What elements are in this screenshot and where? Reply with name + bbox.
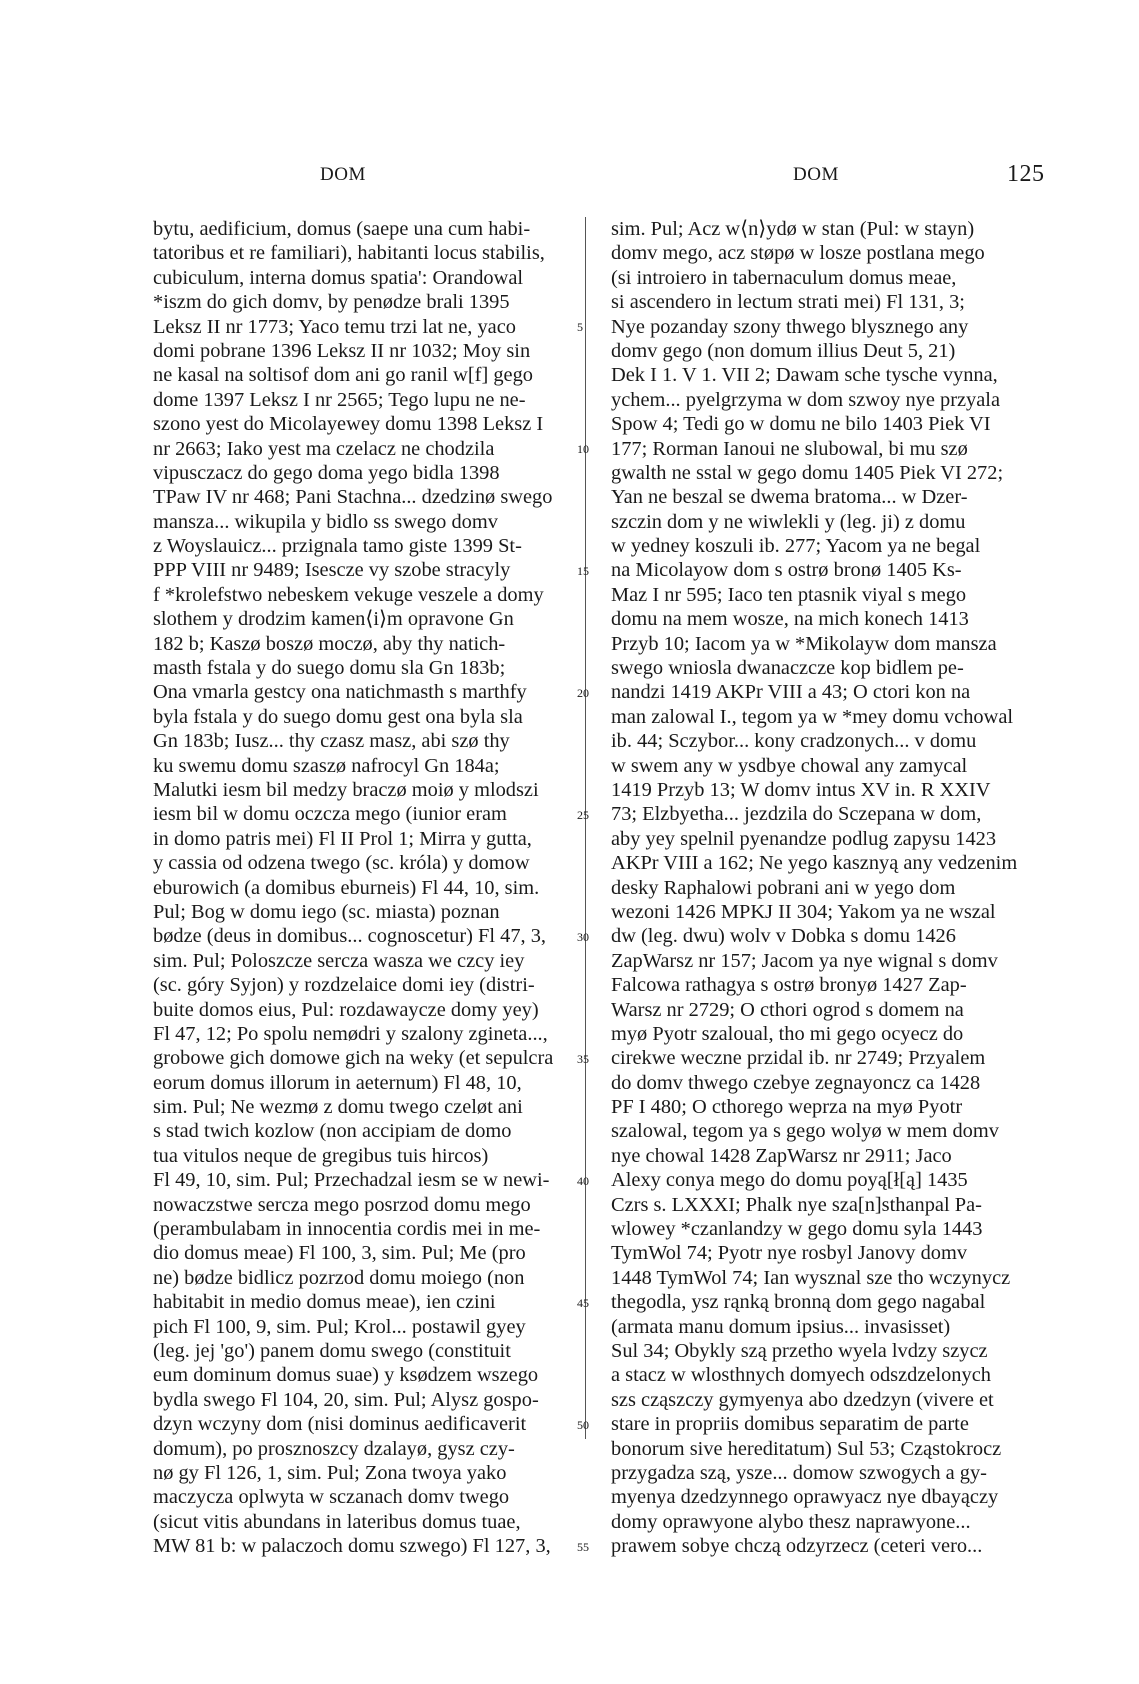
right-column-line: do domv thwego czebye zegnayoncz ca 1428: [611, 1071, 981, 1094]
right-column-line: Dek I 1. V 1. VII 2; Dawam sche tysche vynna,: [611, 364, 998, 387]
left-column-line: Ona vmarla gestcy ona natichmasth s marthfy: [153, 681, 527, 704]
right-column-line: domv mego, acz støpø w losze postlana mego: [611, 242, 985, 265]
right-column: [611, 217, 1019, 1558]
right-column-line: Alexy conya mego do domu poyą[ł[ą] 1435: [611, 1169, 968, 1192]
left-column-line: ne kasal na soltisof dom ani go ranil w[f] gego: [153, 364, 533, 387]
left-column-line: cubiculum, interna domus spatia': Orandowal: [153, 266, 524, 289]
running-head-left: DOM: [320, 164, 366, 185]
right-column-line: ib. 44; Sczybor... kony cradzonych... v domu: [611, 730, 977, 753]
right-column-line: prawem sobye chczą odzyrzecz (ceteri vero...: [611, 1535, 983, 1558]
running-head-right: DOM: [793, 164, 839, 185]
right-column-line: Nye pozanday szony thwego blysznego any: [611, 315, 969, 338]
right-column-line: w swem any w ysdbye chowal any zamycal: [611, 754, 968, 777]
right-column-line: swego wniosla dwanaczcze kop bidlem pe-: [611, 657, 964, 680]
left-column-line: y cassia od odzena twego (sc. króla) y domow: [153, 852, 530, 875]
left-column-line: tua vitulos neque de gregibus tuis hircos): [153, 1144, 489, 1167]
left-column-line: bødze (deus in domibus... cognoscetur) Fl 47, 3,: [153, 925, 547, 948]
right-column-line: Yan ne beszal se dwema bratoma... w Dzer-: [611, 486, 968, 509]
right-column-line: si ascendero in lectum strati mei) Fl 131, 3;: [611, 291, 965, 314]
line-number: 5: [577, 319, 583, 334]
left-column-line: vipusczacz do gego doma yego bidla 1398: [153, 461, 500, 484]
right-column-line: 177; Rorman Ianoui ne slubowal, bi mu szø: [611, 437, 968, 460]
right-column-line: (armata manu domum ipsius... invasisset): [611, 1315, 951, 1338]
right-column-line: Przyb 10; Iacom ya w *Mikolayw dom mansza: [611, 632, 997, 655]
line-number: 40: [577, 1173, 589, 1188]
right-column-line: szs cząszczy gymyenya abo dzedzyn (vivere et: [611, 1388, 994, 1411]
left-column-line: maczycza oplwyta w sczanach domv twego: [153, 1486, 510, 1509]
right-column-line: cirekwe weczne przidal ib. nr 2749; Przyalem: [611, 1047, 986, 1070]
left-column-line: tatoribus et re familiari), habitanti locus stabilis,: [153, 242, 545, 265]
right-column-line: Maz I nr 595; Iaco ten ptasnik viyal s mego: [611, 583, 967, 606]
left-column-line: domum), po prosznoszcy dzalayø, gysz czy-: [153, 1437, 515, 1460]
left-column-line: bydla swego Fl 104, 20, sim. Pul; Alysz gospo-: [153, 1388, 539, 1411]
column-divider: [585, 217, 586, 1439]
right-column-line: wlowey *czanlandzy w gego domu syla 1443: [611, 1218, 983, 1241]
left-column-line: eum dominum domus suae) y ksødzem wszego: [153, 1364, 539, 1387]
line-number: 30: [577, 929, 589, 944]
right-column-line: gwalth ne sstal w gego domu 1405 Piek VI 272;: [611, 461, 1004, 484]
left-column-line: buite domos eius, Pul: rozdawaycze domy yey): [153, 998, 539, 1021]
left-column-line: PPP VIII nr 9489; Isescze vy szobe stracyly: [153, 559, 511, 582]
right-column-line: dw (leg. dwu) wolv v Dobka s domu 1426: [611, 925, 956, 948]
left-column-line: sim. Pul; Poloszcze sercza wasza we czcy iey: [153, 949, 525, 972]
right-column-line: domy oprawyone alybo thesz naprawyone...: [611, 1510, 971, 1533]
right-column-line: szalowal, tegom ya s gego wolyø w mem domv: [611, 1120, 999, 1143]
line-number: 45: [577, 1295, 589, 1310]
left-column-line: dio domus meae) Fl 100, 3, sim. Pul; Me (pro: [153, 1242, 526, 1265]
right-column-line: domv gego (non domum illius Deut 5, 21): [611, 339, 956, 362]
right-column-line: domu na mem wosze, na mich konech 1413: [611, 608, 969, 631]
right-column-line: ychem... pyelgrzyma w dom szwoy nye przyala: [611, 388, 1000, 411]
right-column-line: Sul 34; Obykly szą przetho wyela lvdzy szycz: [611, 1339, 988, 1362]
left-column-line: nr 2663; Iako yest ma czelacz ne chodzila: [153, 437, 495, 460]
left-column-line: eburowich (a domibus eburneis) Fl 44, 10, sim.: [153, 876, 540, 899]
left-column-line: habitabit in medio domus meae), ien czini: [153, 1291, 496, 1314]
right-column-line: Warsz nr 2729; O cthori ogrod s domem na: [611, 998, 964, 1021]
left-column-line: f *krolefstwo nebeskem vekuge veszele a domy: [153, 583, 544, 606]
line-number: 35: [577, 1051, 589, 1066]
left-column-line: nø gy Fl 126, 1, sim. Pul; Zona twoya yako: [153, 1461, 507, 1484]
line-number: 20: [577, 685, 589, 700]
left-column-line: eorum domus illorum in aeternum) Fl 48, 10,: [153, 1071, 522, 1094]
left-column-line: z Woyslauicz... przignala tamo giste 1399 St-: [153, 535, 522, 558]
left-column-line: (leg. jej 'go') panem domu swego (constituit: [153, 1339, 511, 1362]
left-column-line: in domo patris mei) Fl II Prol 1; Mirra y gutta,: [153, 827, 532, 850]
left-column-line: Leksz II nr 1773; Yaco temu trzi lat ne, yaco: [153, 315, 516, 338]
left-column-line: ku swemu domu szaszø nafrocyl Gn 184a;: [153, 754, 500, 777]
left-column-line: (perambulabam in innocentia cordis mei in me-: [153, 1218, 541, 1241]
left-column-line: ne) bødze bidlicz pozrzod domu moiego (non: [153, 1266, 525, 1289]
left-column-line: domi pobrane 1396 Leksz II nr 1032; Moy sin: [153, 339, 531, 362]
left-column-line: (sc. góry Syjon) y rozdzelaice domi iey (distri-: [153, 974, 535, 997]
right-column-line: w yedney koszuli ib. 277; Yacom ya ne begal: [611, 535, 981, 558]
left-column-line: (sicut vitis abundans in lateribus domus tuae,: [153, 1510, 521, 1533]
line-number: 55: [577, 1539, 589, 1554]
left-column-line: TPaw IV nr 468; Pani Stachna... dzedzinø swego: [153, 486, 553, 509]
right-column-line: Spow 4; Tedi go w domu ne bilo 1403 Piek VI: [611, 413, 991, 436]
left-column-line: *iszm do gich domv, by penødze brali 1395: [153, 291, 510, 314]
left-column-line: Malutki iesm bil medzy braczø moiø y mlodszi: [153, 778, 539, 801]
page-number: 125: [1007, 161, 1045, 187]
left-column-line: bytu, aedificium, domus (saepe una cum habi-: [153, 218, 531, 240]
right-column-line: 1448 TymWol 74; Ian wysznal sze tho wczynycz: [611, 1266, 1011, 1289]
left-column-line: byla fstala y do suego domu gest ona byla sla: [153, 705, 523, 728]
right-column-line: Czrs s. LXXXI; Phalk nye sza[n]sthanpal Pa-: [611, 1193, 982, 1216]
right-column-line: PF I 480; O cthorego weprza na myø Pyotr: [611, 1096, 963, 1119]
left-column-line: Fl 47, 12; Po spolu nemødri y szalony zgineta...,: [153, 1022, 548, 1045]
left-column-line: masth fstala y do suego domu sla Gn 183b;: [153, 657, 506, 680]
left-column-line: pich Fl 100, 9, sim. Pul; Krol... postawil gyey: [153, 1315, 526, 1338]
left-column-line: s stad twich kozlow (non accipiam de domo: [153, 1120, 512, 1143]
right-column-line: thegodla, ysz rąnką bronną dom gego nagabal: [611, 1291, 986, 1314]
right-column-line: ZapWarsz nr 157; Jacom ya nye wignal s domv: [611, 949, 998, 972]
right-column-line: myenya dzedzynnego oprawyacz nye dbayączy: [611, 1486, 999, 1509]
left-column-line: mansza... wikupila y bidlo ss swego domv: [153, 510, 498, 533]
line-number: 15: [577, 563, 589, 578]
left-column-line: MW 81 b: w palaczoch domu szwego) Fl 127, 3,: [153, 1535, 551, 1558]
left-column-line: szono yest do Micolayewey domu 1398 Leksz I: [153, 413, 544, 436]
right-column-line: desky Raphalowi pobrani ani w yego dom: [611, 876, 956, 899]
right-column-line: szczin dom y ne wiwlekli y (leg. ji) z domu: [611, 510, 966, 533]
right-column-line: (si introiero in tabernaculum domus meae,: [611, 266, 957, 289]
right-column-line: nandzi 1419 AKPr VIII a 43; O ctori kon na: [611, 681, 971, 704]
left-column-line: dome 1397 Leksz I nr 2565; Tego lupu ne ne-: [153, 388, 526, 411]
left-column-line: slothem y drodzim kamen⟨i⟩m opravone Gn: [153, 608, 514, 631]
right-column-line: przygadza szą, ysze... domow szwogych a gy-: [611, 1461, 987, 1484]
left-column-line: sim. Pul; Ne wezmø z domu twego czeløt ani: [153, 1096, 523, 1119]
left-column-line: 182 b; Kaszø boszø moczø, aby thy natich-: [153, 632, 506, 655]
left-column-line: Pul; Bog w domu iego (sc. miasta) poznan: [153, 900, 500, 923]
right-column-line: man zalowal I., tegom ya w *mey domu vchowal: [611, 705, 1014, 728]
left-column-line: dzyn wczyny dom (nisi dominus aedificaverit: [153, 1413, 527, 1436]
right-column-line: na Micolayow dom s ostrø bronø 1405 Ks-: [611, 559, 962, 582]
right-column-line: 1419 Przyb 13; W domv intus XV in. R XXIV: [611, 778, 991, 801]
right-column-line: myø Pyotr szaloual, tho mi gego ocyecz do: [611, 1022, 964, 1045]
right-column-line: sim. Pul; Acz w⟨n⟩ydø w stan (Pul: w stayn): [611, 218, 975, 240]
left-column-line: nowaczstwe sercza mego posrzod domu mego: [153, 1193, 531, 1216]
left-column: [153, 217, 561, 1558]
line-number: 25: [577, 807, 589, 822]
line-number: 10: [577, 441, 589, 456]
left-column-line: grobowe gich domowe gich na weky (et sepulcra: [153, 1047, 554, 1070]
left-column-line: Gn 183b; Iusz... thy czasz masz, abi szø thy: [153, 730, 510, 753]
right-column-line: TymWol 74; Pyotr nye rosbyl Janovy domv: [611, 1242, 968, 1265]
right-column-line: bonorum sive hereditatum) Sul 53; Cząstokrocz: [611, 1437, 1002, 1460]
right-column-line: 73; Elzbyetha... jezdzila do Sczepana w dom,: [611, 803, 982, 826]
right-column-line: Falcowa rathagya s ostrø bronyø 1427 Zap-: [611, 974, 967, 997]
right-column-line: stare in propriis domibus separatim de parte: [611, 1413, 969, 1436]
right-column-line: aby yey spelnil pyenandze podlug zapysu 1423: [611, 827, 997, 850]
right-column-line: AKPr VIII a 162; Ne yego kasznyą any vedzenim: [611, 852, 1018, 875]
left-column-line: iesm bil w domu oczcza mego (iunior eram: [153, 803, 507, 826]
right-column-line: a stacz w wlosthnych domyech odszdzelonych: [611, 1364, 991, 1387]
right-column-line: wezoni 1426 MPKJ II 304; Yakom ya ne wszal: [611, 900, 996, 923]
right-column-line: nye chowal 1428 ZapWarsz nr 2911; Jaco: [611, 1144, 952, 1167]
line-number: 50: [577, 1417, 589, 1432]
left-column-line: Fl 49, 10, sim. Pul; Przechadzal iesm se w newi-: [153, 1169, 550, 1192]
